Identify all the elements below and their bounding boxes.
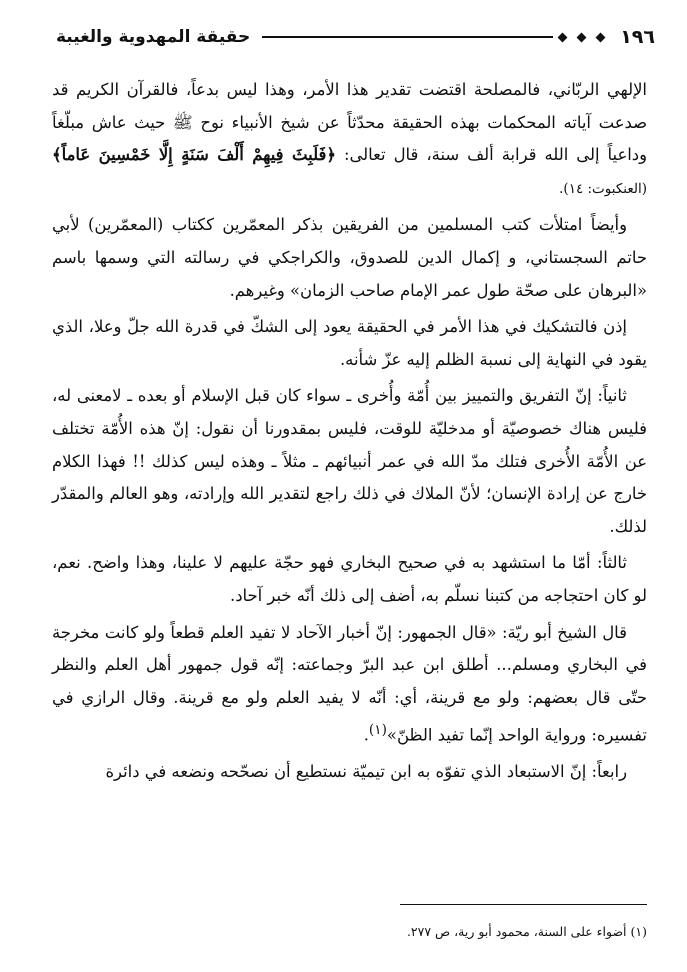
paragraph-text: الإلهي الربّاني، فالمصلحة اقتضت تقدير هذا الأمر، وهذا ليس بدعاً، فالقرآن الكريم قد صدعت آياته المحكمات بهذه الحقيقة محدّثاً عن شيخ الأنبياء نوح ﷺ حيث عاش مبلّغاً وداعياً إلى الله قرابة ألف سنة، قال تعالى: [52,80,648,165]
paragraph: رابعاً: إنّ الاستبعاد الذي تفوّه به ابن تيميّة نستطيع أن نصحّحه ونضعه في دائرة [105,762,627,782]
diamond-icon [596,32,606,42]
paragraph [52,74,647,205]
quran-verse: ﴿فَلَبِثَ فِيهِمْ أَلْفَ سَنَةٍ إِلَّا خَمْسِينَ عَاماً﴾ [52,145,336,165]
paragraph: قال الشيخ أبو ريّة: «قال الجمهور: إنّ أخبار الآحاد لا تفيد العلم قطعاً ولو كانت مخرجة في البخاري ومسلم... أطلق ابن عبد البرّ وجماعته: إنّه قول جمهور أهل العلم والنظر حتّى قال بعضهم: ولو مع قرينة، أي: أنّه لا يفيد العلم ولو مع قرينة. وقال الرازي في تفسيره: ورواية الواحد إنّما تفيد الظنّ»$^{(١)}$. [52,622,647,745]
header-rule [262,36,553,38]
paragraph-text: قال الشيخ أبو ريّة: «قال الجمهور: إنّ أخبار الآحاد لا تفيد العلم قطعاً ولو كانت مخرجة في البخاري ومسلم... أطلق ابن عبد البرّ وجماعته: إنّه قول جمهور أهل العلم والنظر حتّى قال بعضهم: ولو مع قرينة، أي: أنّه لا يفيد العلم ولو مع قرينة. وقال الرازي في تفسيره: ورواية الواحد إنّما تفيد الظنّ» [52,622,647,745]
footnote-separator [400,904,647,905]
diamond-icon [577,32,587,42]
page-header [56,24,655,50]
verse-reference: (العنكبوت: ١٤). [559,180,647,197]
main-text [52,74,647,793]
header-ornament [262,34,610,41]
paragraph: وأيضاً امتلأت كتب المسلمين من الفريقين بذكر المعمّرين ككتاب (المعمّرين) لأبي حاتم السجستاني، و إكمال الدين للصدوق، والكراجكي في رسالته التي وسمها باسم «البرهان على صحّة طول عمر الإمام صاحب الزمان» وغيرهم. [52,215,647,300]
paragraph: ثانياً: إنّ التفريق والتمييز بين أُمّة وأُخرى ـ سواء كان قبل الإسلام أو بعده ـ لامعنى له، فليس هناك خصوصيّة أو مدخليّة للوقت، فليس بمقدورنا أن نقول: إنّ هذه الأُمّة تختلف عن الأُمّة الأُخرى فتلك مدّ الله في عمر أنبيائهم ـ مثلاً ـ وهذه ليس كذلك !! فهذا الكلام خارج عن إرادة الإنسان؛ لأنّ الملاك في ذلك راجع لتقدير الله وإرادته، وهو العالم والمقدّر لذلك. [52,386,647,536]
paragraph: ثالثاً: أمّا ما استشهد به في صحيح البخاري فهو حجّة عليهم لا علينا، وهذا واضح. نعم، لو كان احتجاجه من كتبنا نسلّم به، أضف إلى ذلك أنّه خبر آحاد. [52,553,647,605]
diamond-icon [558,32,568,42]
footnote-marker: (١) [368,722,387,739]
page-number: ١٩٦ [620,26,655,48]
footnote: (١) أضواء على السنة، محمود أبو رية، ص ٢٧٧. [406,924,647,939]
paragraph: إذن فالتشكيك في هذا الأمر في الحقيقة يعود إلى الشكّ في قدرة الله جلّ وعلا، الذي يقود في النهاية إلى نسبة الظلم إليه عزّ شأنه. [52,317,647,369]
running-title: حقيقة المهدوية والغيبة [56,27,251,47]
